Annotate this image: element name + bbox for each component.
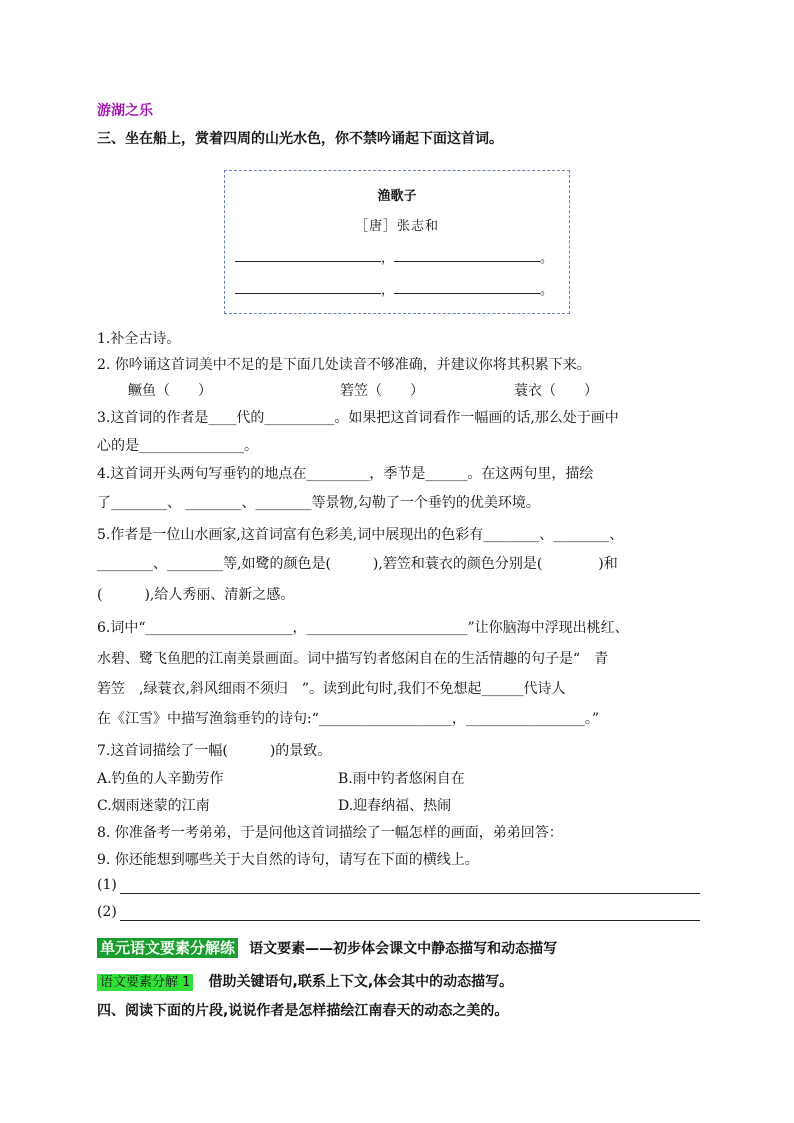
poem-blank[interactable] (394, 249, 540, 262)
q7-option-a[interactable]: A.钓鱼的人辛勤劳作 (97, 771, 224, 787)
q9-line-label-2: (2) (97, 904, 117, 920)
q4-line-1: 4.这首词开头两句写垂钓的地点在_________，季节是______。在这两句里，描绘 (97, 466, 594, 482)
unit-banner-row (97, 937, 557, 958)
q8-text: 8. 你准备考一考弟弟，于是问他这首词描绘了一幅怎样的画面，弟弟回答： (97, 825, 563, 841)
q9-line-label-1: (1) (97, 877, 117, 893)
q6-line-2: 水碧、鹭飞鱼肥的江南美景画面。词中描写钓者悠闲自在的生活情趣的句子是“ 青 (97, 651, 609, 667)
q9-answer-line-2[interactable] (120, 920, 700, 921)
q6-line-3: 箬笠 ,绿蓑衣,斜风细雨不须归 ”。读到此句时,我们不免想起______代诗人 (97, 681, 566, 697)
q5-line-1: 5.作者是一位山水画家,这首词富有色彩美,词中展现出的色彩有________、________、 (97, 527, 624, 543)
element-banner-row (97, 971, 513, 991)
poem-blank[interactable] (235, 281, 381, 294)
question-4-heading: 四、阅读下面的片段,说说作者是怎样描绘江南春天的动态之美的。 (97, 1003, 509, 1019)
poem-author: ［唐］张志和 (354, 219, 439, 234)
question-3-heading: 三、坐在船上，赏着四周的山光水色，你不禁吟诵起下面这首词。 (97, 131, 503, 147)
poem-line-1: ， 。 (235, 247, 553, 266)
q7-text: 7.这首词描绘了一幅( )的景致。 (97, 743, 332, 759)
q5-line-3: ( ),给人秀丽、清新之感。 (97, 587, 295, 603)
element-banner: 语文要素分解 1 (97, 974, 193, 991)
q6-line-1: 6.词中“_____________________，_______________________”让你脑海中浮现出桃红、 (97, 620, 629, 636)
unit-banner: 单元语文要素分解练 (97, 938, 238, 958)
q6-line-4: 在《江雪》中描写渔翁垂钓的诗句:“___________________，_________________。” (97, 711, 600, 727)
q7-option-d[interactable]: D.迎春纳福、热闹 (338, 798, 452, 814)
q1-text: 1.补全古诗。 (97, 331, 181, 347)
q2-item-3: 蓑衣（ ） (514, 383, 598, 399)
poem-title: 渔歌子 (377, 189, 417, 204)
poem-box (224, 170, 570, 314)
q9-text: 9. 你还能想到哪些关于大自然的诗句，请写在下面的横线上。 (97, 852, 479, 868)
q2-text: 2. 你吟诵这首词美中不足的是下面几处读音不够准确，并建议你将其积累下来。 (97, 357, 591, 373)
q5-line-2: ________、________等,如鹭的颜色是( ),箬笠和蓑衣的颜色分别是( )和 (97, 556, 618, 572)
poem-line-2: ， 。 (235, 279, 553, 298)
q9-answer-line-1[interactable] (120, 893, 700, 894)
q2-item-2: 箬笠（ ） (340, 383, 424, 399)
q4-line-2: 了________、 ________、________等景物,勾勒了一个垂钓的优美环境。 (97, 495, 540, 511)
q2-item-1: 鳜鱼（ ） (128, 383, 212, 399)
q3-line-2: 心的是_______________。 (97, 438, 258, 454)
unit-description: 语文要素——初步体会课文中静态描写和动态描写 (249, 941, 558, 957)
q7-option-c[interactable]: C.烟雨迷蒙的江南 (97, 798, 210, 814)
q3-line-1: 3.这首词的作者是____代的__________。如果把这首词看作一幅画的话,那么处于画中 (97, 410, 619, 426)
poem-blank[interactable] (235, 249, 381, 262)
q7-option-b[interactable]: B.雨中钓者悠闲自在 (338, 771, 465, 787)
element-description: 借助关键语句,联系上下文,体会其中的动态描写。 (208, 974, 514, 990)
poem-blank[interactable] (394, 281, 540, 294)
section-title: 游湖之乐 (97, 103, 153, 119)
